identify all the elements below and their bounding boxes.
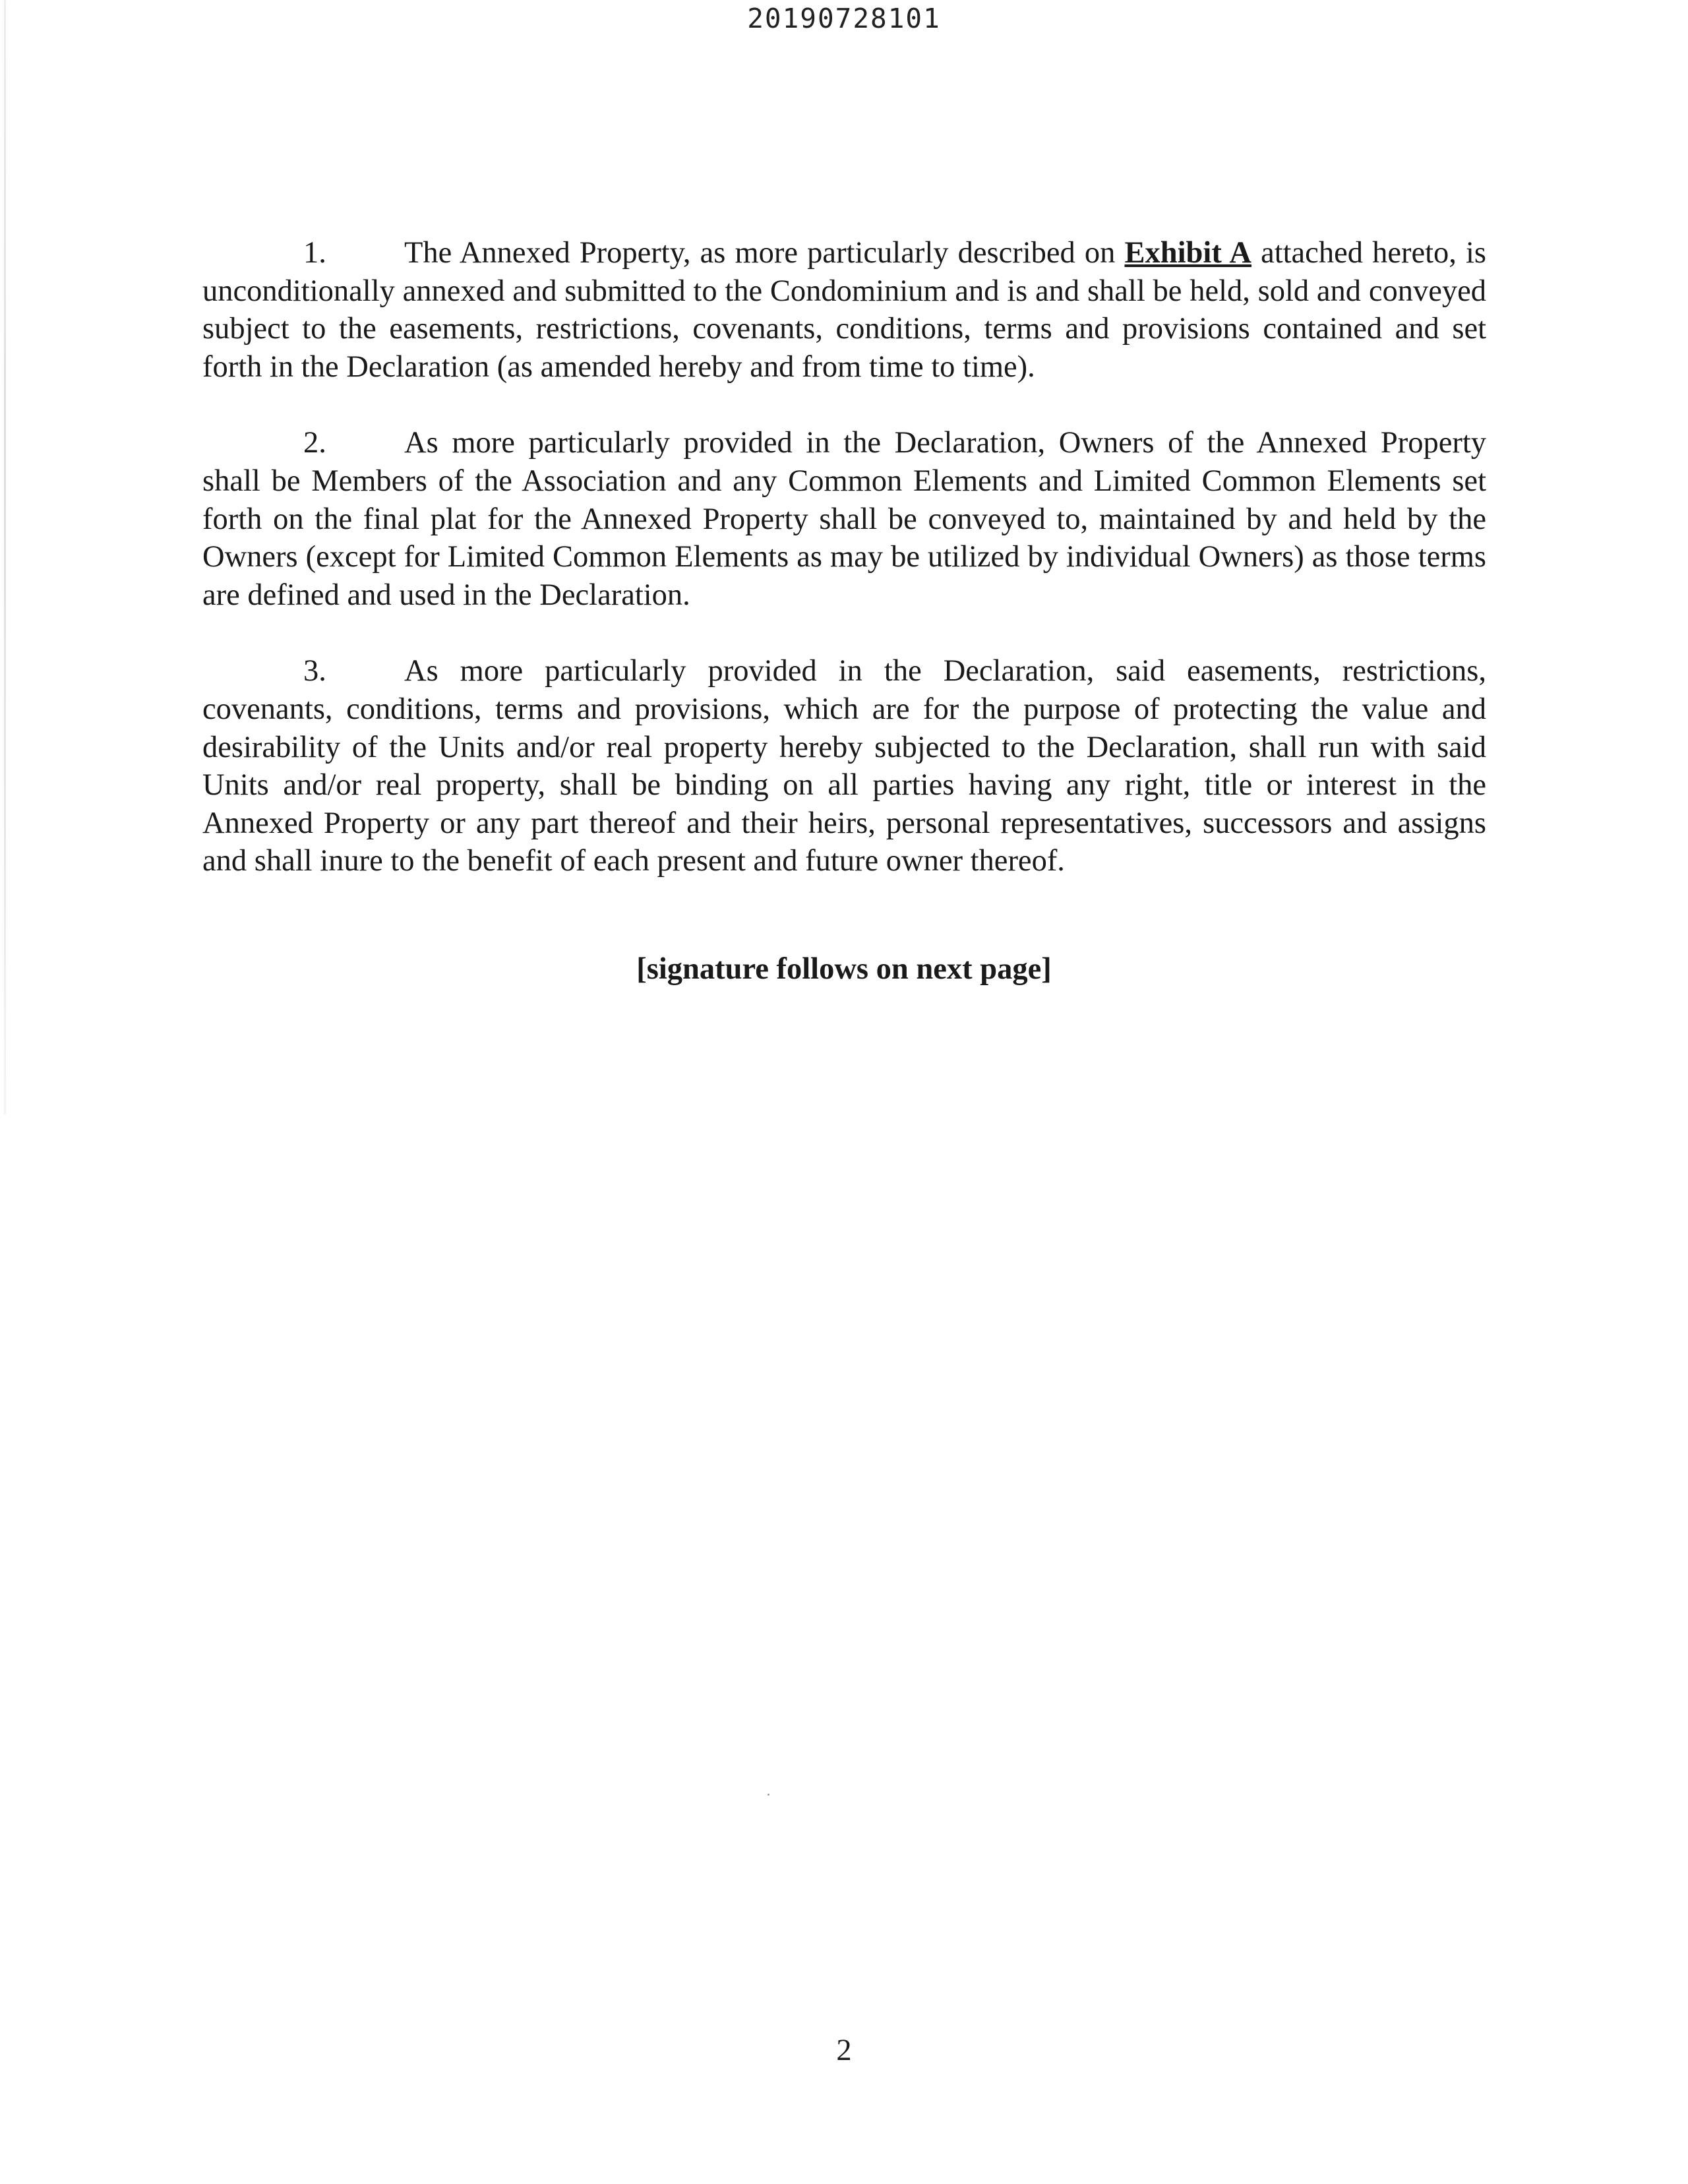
paragraph-text: As more particularly provided in the Declaration, Owners of the Annexed Property shall be Members of the Association and any Common Elements and Limited Common Elements set forth on the final plat for the Annexed Property shall be conveyed to, maintained by and held by the Owners (except for Limited Common Elements as may be utilized by individual Owners) as those terms are defined and used in the Declaration.	[202, 426, 1486, 612]
scan-speck	[768, 1794, 769, 1796]
scan-edge-shadow	[4, 0, 6, 1114]
paragraph-number: 1.	[303, 236, 326, 270]
paragraph-number: 2.	[303, 426, 326, 460]
signature-note: [signature follows on next page]	[636, 952, 1052, 986]
paragraph-3	[202, 652, 1486, 880]
document-body	[202, 234, 1486, 919]
paragraph-text: The Annexed Property, as more particularly described on	[404, 236, 1125, 270]
paragraph-2	[202, 424, 1486, 614]
paragraph-text: As more particularly provided in the Declaration, said easements, restrictions, covenants, conditions, terms and provisions, which are for the purpose of protecting the value and desirability of the Units and/or real property hereby subjected to the Declaration, shall run with said Units and/or real property, shall be binding on all parties having any right, title or interest in the Annexed Property or any part thereof and their heirs, personal representatives, successors and assigns and shall inure to the benefit of each present and future owner thereof.	[202, 654, 1486, 878]
paragraph-number: 3.	[303, 654, 326, 688]
page-number: 2	[836, 2034, 852, 2067]
paragraph-1	[202, 234, 1486, 386]
paragraph-text: attached hereto, is unconditionally annexed and submitted to the Condominium and is and shall be held, sold and conveyed subject to the easements, restrictions, covenants, conditions, terms and provisions contained and set forth in the Declaration (as amended hereby and from time to time).	[202, 236, 1487, 384]
exhibit-a-reference: Exhibit A	[1124, 236, 1251, 270]
recording-number: 20190728101	[747, 3, 941, 34]
